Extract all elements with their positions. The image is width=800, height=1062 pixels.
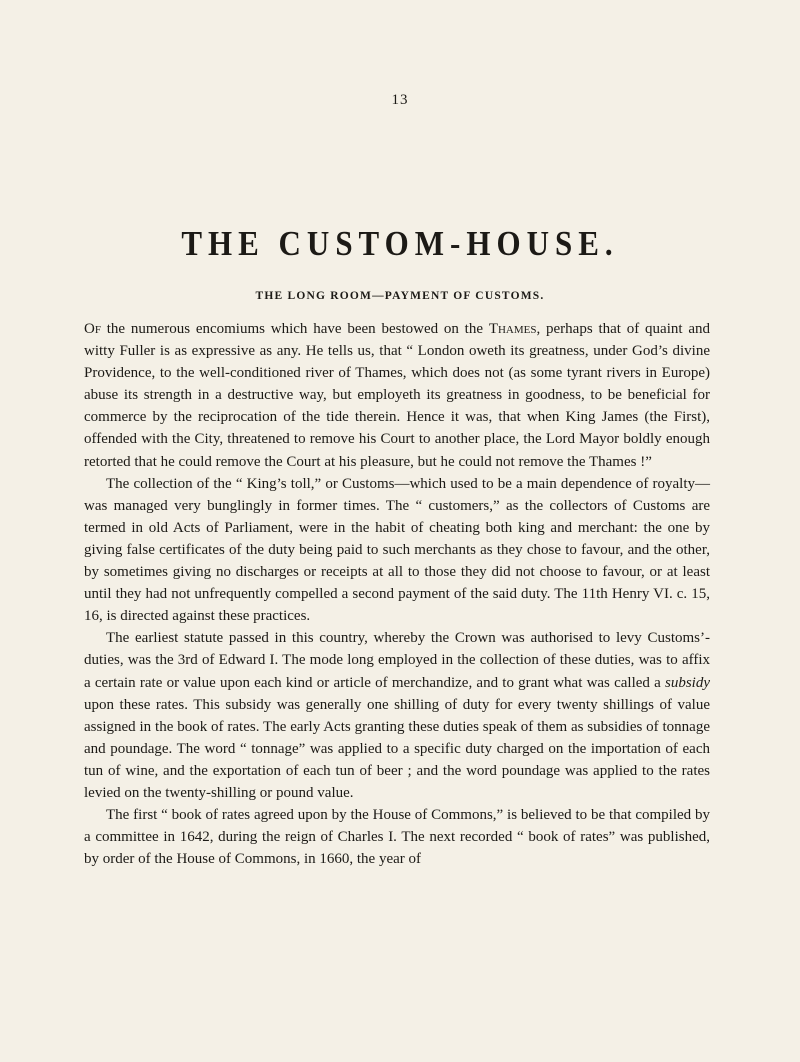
paragraph-4: The first “ book of rates agreed upon by the House of Commons,” is believed to be that compiled by a committee in 1642, during the reign of Charles I. The next recorded “ book of rates” was published, by order of the House of Commons, in 1660, the year of [84, 807, 710, 868]
paragraph-3 [84, 627, 710, 804]
paragraph-2: The collection of the “ King’s toll,” or Customs—which used to be a main dependence of royalty—was managed very bunglingly in former times. The “ customers,” as the collectors of Customs are termed in old Acts of Parliament, were in the habit of cheating both king and merchant: the one by giving false certificates of the duty being paid to such merchants as they chose to favour, and the other, by sometimes giving no discharges or receipts at all to those they did not choose to favour, or at least until they had not unfrequently compelled a second payment of the said duty. The 11th Henry VI. c. 15, 16, is directed against these practices. [84, 475, 710, 625]
paragraph-1-text-b: , perhaps that of quaint and witty Fuller is as expressive as any. He tells us, that “ London oweth its greatness, under God’s divine Providence, to the well-conditioned river of Thames, which does not (as some tyrant rivers in Europe) abuse its strength in a destructive way, but employeth its greatness in goodness, to be beneficial for commerce by the reciprocation of the tide therein. Hence it was, that when King James (the First), offended with the City, threatened to remove his Court to another place, the Lord Mayor boldly enough retorted that he could remove the Court at his pleasure, but he could not remove the Thames !” [84, 321, 710, 470]
opening-word: Of [84, 321, 101, 337]
chapter-subtitle: THE LONG ROOM—PAYMENT OF CUSTOMS. [255, 290, 545, 302]
paragraph-3-italic: subsidy [665, 674, 710, 691]
body-text [84, 318, 710, 870]
chapter-title: THE CUSTOM-HOUSE. [181, 223, 619, 264]
paragraph-1-smallcaps: Thames [488, 321, 537, 337]
paragraph-1-text-a: the numerous encomiums which have been bestowed on the [100, 321, 489, 337]
page-number: 13 [391, 92, 409, 108]
paragraph-3-text-a: The earliest statute passed in this country, whereby the Crown was authorised to levy Customs’-duties, was the 3rd of Edward I. The mode long employed in the collection of these duties, was to affix a certain rate or value upon each kind or article of merchandize, and to grant what was called a [84, 630, 710, 691]
paragraph-3-text-b: upon these rates. This subsidy was generally one shilling of duty for every twenty shillings of value assigned in the book of rates. The early Acts granting these duties speak of them as subsidies of tonnage and poundage. The word “ tonnage” was applied to a specific duty charged on the importation of each tun of wine, and the exportation of each tun of beer ; and the word poundage was applied to the rates levied on the twenty-shilling or pound value. [84, 696, 710, 801]
paragraph-1 [84, 318, 710, 473]
